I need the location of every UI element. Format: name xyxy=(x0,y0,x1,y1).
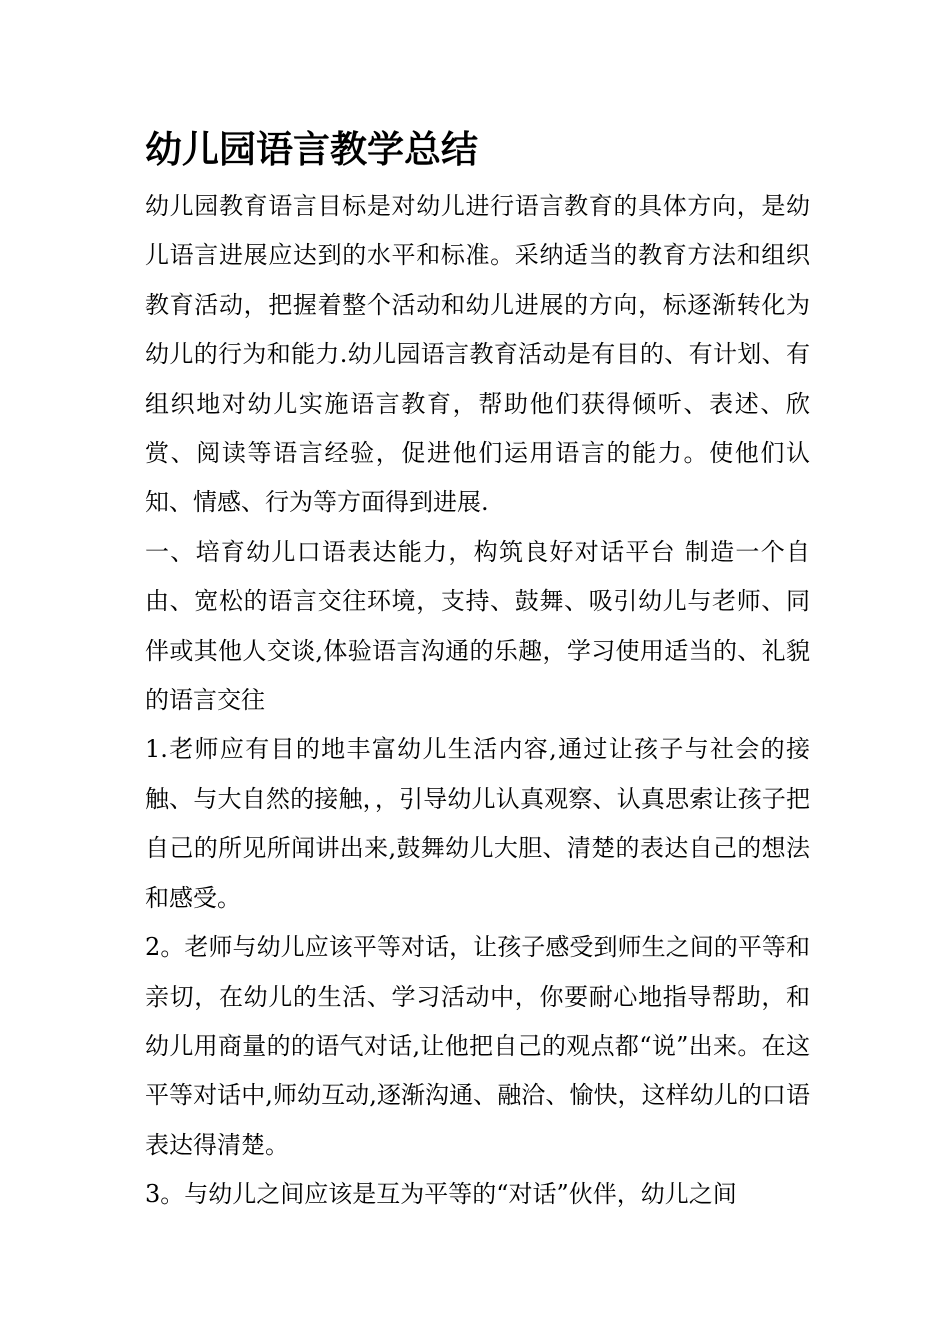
paragraph-item-3: 3。与幼儿之间应该是互为平等的“对话”伙伴，幼儿之间 xyxy=(145,1180,737,1209)
paragraph-intro: 幼儿园教育语言目标是对幼儿进行语言教育的具体方向，是幼儿语言进展应达到的水平和标准。采纳适当的教育方法和组织教育活动，把握着整个活动和幼儿进展的方向，标逐渐转化为幼儿的行为和能力.幼儿园语言教育活动是有目的、有计划、有组织地对幼儿实施语言教育，帮助他们获得倾听、表述、欣赏、阅读等语言经验，促进他们运用语言的能力。使他们认知、情感、行为等方面得到进展. xyxy=(145,192,810,517)
paragraph-section-one: 一、培育幼儿口语表达能力，构筑良好对话平台 制造一个自由、宽松的语言交往环境，支持、鼓舞、吸引幼儿与老师、同伴或其他人交谈,体验语言沟通的乐趣，学习使用适当的、礼貌的语言交往 xyxy=(145,537,810,715)
document-body xyxy=(145,122,810,1220)
paragraph-item-2: 2。老师与幼儿应该平等对话，让孩子感受到师生之间的平等和亲切，在幼儿的生活、学习活动中，你要耐心地指导帮助，和幼儿用商量的的语气对话,让他把自己的观点都“说”出来。在这平等对话中,师幼互动,逐渐沟通、融洽、愉快，这样幼儿的口语表达得清楚。 xyxy=(145,933,810,1159)
document-title: 幼儿园语言教学总结 xyxy=(145,128,478,171)
paragraph-item-1: 1.老师应有目的地丰富幼儿生活内容,通过让孩子与社会的接触、与大自然的接触，，引导幼儿认真观察、认真思索让孩子把自己的所见所闻讲出来,鼓舞幼儿大胆、清楚的表达自己的想法和感受。 xyxy=(145,735,810,912)
